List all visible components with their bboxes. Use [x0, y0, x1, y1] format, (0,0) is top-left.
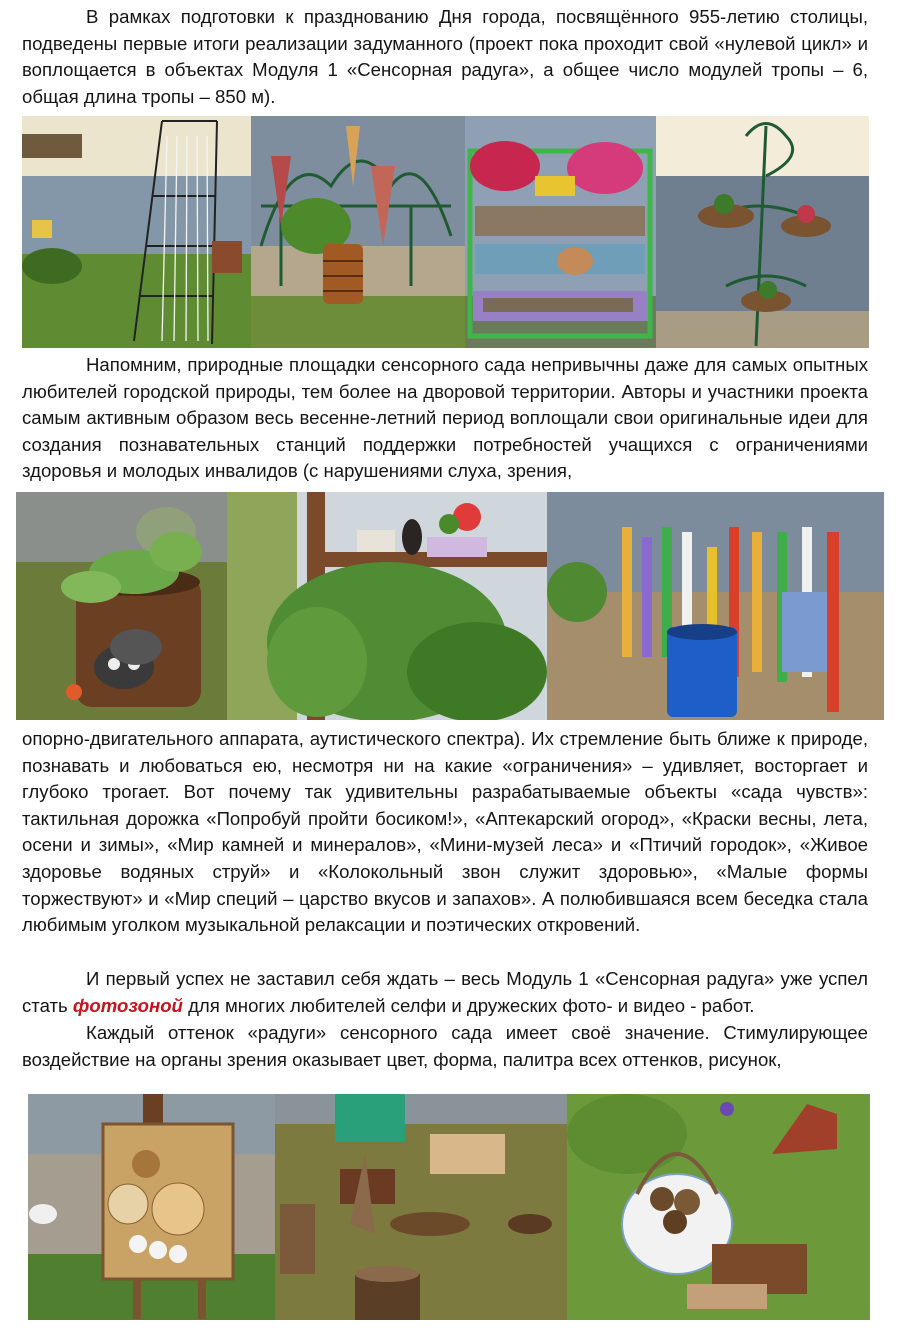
paragraph-intro-text: В рамках подготовки к празднованию Дня города, посвящённого 955-летию столицы, подведены первые итоги реализации задуманного (проект пока проходит свой «нулевой цикл» и воплощается в объектах Модуля 1 «Сенсорная радуга», а общее число модулей тропы – 6, общая длина тропы – 850 м). [22, 6, 868, 107]
paragraph-rainbow-shades-text: Каждый оттенок «радуги» сенсорного сада имеет своё значение. Стимулирующее воздействие на органы зрения оказывает цвет, форма, палитра всех оттенков, рисунок, [22, 1022, 868, 1070]
paragraph-photo-zone [22, 966, 868, 1019]
photo-hanging-baskets [656, 116, 869, 348]
paragraph-intro [22, 4, 868, 110]
photo-fence-ornaments [251, 116, 465, 348]
photo-wood-board [28, 1094, 275, 1320]
paragraph-nature-areas [22, 352, 868, 485]
photo-shelf-pillows [465, 116, 656, 348]
photo-wood-pieces [275, 1094, 567, 1320]
paragraph-nature-areas-text: Напомним, природные площадки сенсорного сада непривычны даже для самых опытных любителей городской природы, тем более на дворовой территории. Авторы и участники проекта самым активным образом весь весенне-летний период воплощали свои оригинальные идеи для создания познавательных станций поддержки потребностей учащихся с ограничениями здоровья и молодых инвалидов (с нарушениями слуха, зрения, [22, 354, 868, 482]
paragraph-objects [22, 726, 868, 939]
photo-basket-cones [567, 1094, 870, 1320]
photo-stump-raccoons [16, 492, 227, 720]
paragraph-rainbow-shades [22, 1020, 868, 1073]
photo-birdhouse-fence [547, 492, 884, 720]
paragraph-objects-text: опорно-двигательного аппарата, аутистического спектра). Их стремление быть ближе к природе, познавать и любоваться ею, несмотря ни на какие «ограничения» – удивляет, восторгает и глубоко трогает. Вот почему так удивительны разрабатываемые объекты «сада чувств»: тактильная дорожка «Попробуй пройти босиком!», «Аптекарский огород», «Краски весны, лета, осени и зимы», «Мир камней и минералов», «Мини-музей леса» и «Птичий городок», «Живое здоровье водяных струй» и «Колокольный звон служит здоровью», «Малые формы торжествуют» и «Мир специй – царство вкусов и запахов». А полюбившаяся всем беседка стала любимым уголком музыкальной релаксации и поэтических откровений. [22, 728, 868, 936]
paragraph-photo-zone-text-start: И первый успех не заставил себя ждать – весь Модуль 1 «Сенсорная радуга» уже успел стать [22, 968, 868, 1016]
photo-gazebo-cat [227, 492, 547, 720]
highlight-photo-zone: фотозоной [72, 994, 183, 1016]
paragraph-photo-zone-text-end: для многих любителей селфи и дружеских фото- и видео - работ. [182, 994, 755, 1016]
photo-wind-chime-trellis [22, 116, 251, 348]
